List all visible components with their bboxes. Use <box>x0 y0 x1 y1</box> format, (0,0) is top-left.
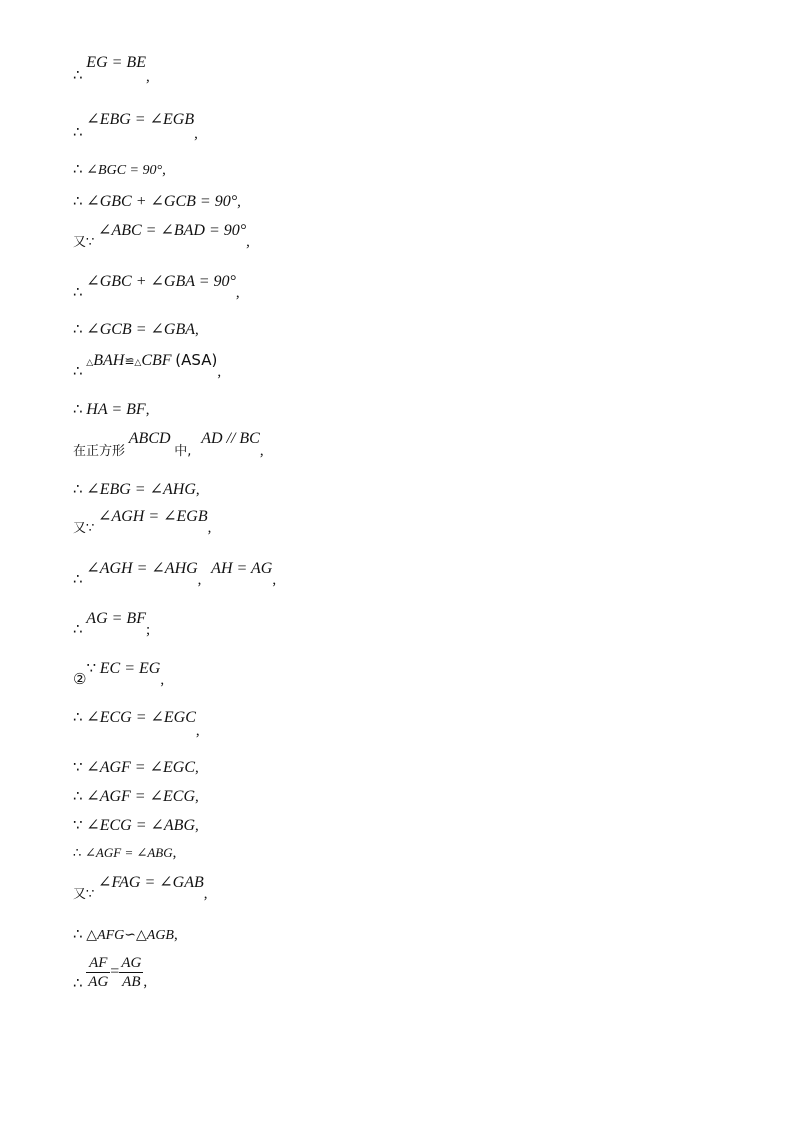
math-expression: ∠ECG = ∠ABG <box>86 817 196 834</box>
punctuation: , <box>246 234 250 250</box>
triangle-icon: △ <box>134 358 142 368</box>
numerator: AF <box>86 954 110 973</box>
triangle-name: CBF <box>141 352 172 369</box>
therefore-symbol: ∴ <box>73 123 83 141</box>
therefore-symbol: ∴ <box>73 160 83 178</box>
because-symbol: ∵ <box>73 816 83 834</box>
proof-line <box>73 430 264 461</box>
math-expression: ∠AGF = ∠ABG <box>85 845 173 860</box>
math-expression: ∠GCB = ∠GBA <box>86 321 196 338</box>
punctuation: , <box>195 723 200 739</box>
denominator: AB <box>122 974 141 990</box>
because-prefix: 又∵ <box>73 887 95 902</box>
therefore-symbol: ∴ <box>73 925 83 943</box>
circled-two: ② <box>73 670 87 688</box>
denominator: AG <box>88 974 109 990</box>
math-expression: ∠ECG = ∠EGC <box>86 709 196 726</box>
punctuation: , <box>145 69 150 85</box>
proof-line <box>73 954 147 991</box>
math-expression: ∠AGH = ∠AHG <box>86 560 198 577</box>
math-expression: EG = BE <box>86 54 146 71</box>
punctuation: , <box>207 520 212 536</box>
therefore-symbol: ∴ <box>73 973 83 992</box>
punctuation: , <box>195 482 200 498</box>
math-expression: ∠EBG = ∠EGB <box>86 111 195 128</box>
similarity-expression: △AFG∽△AGB <box>86 928 174 943</box>
proof-line <box>73 320 199 339</box>
punctuation: , <box>197 572 202 588</box>
math-expression: ABCD <box>128 430 171 447</box>
punctuation: , <box>195 789 199 805</box>
punctuation: , <box>203 886 208 902</box>
proof-line <box>73 400 149 419</box>
math-expression: ∠EBG = ∠AHG <box>86 481 196 498</box>
punctuation: , <box>217 364 222 380</box>
context-text: 中, <box>174 444 192 459</box>
therefore-symbol: ∴ <box>73 283 83 301</box>
math-expression: EC = EG <box>99 660 161 677</box>
math-expression: HA = BF <box>86 401 146 418</box>
therefore-symbol: ∴ <box>73 846 82 861</box>
therefore-symbol: ∴ <box>73 362 83 380</box>
punctuation: , <box>174 927 178 943</box>
numerator: AG <box>121 955 142 971</box>
fraction-right <box>119 954 143 991</box>
context-prefix: 在正方形 <box>73 444 126 459</box>
punctuation: , <box>237 194 241 210</box>
math-expression: ∠FAG = ∠GAB <box>98 874 204 891</box>
triangle-name: BAH <box>93 352 125 369</box>
math-expression: ∠GBC + ∠GCB = 90° <box>86 193 238 210</box>
because-symbol: ∵ <box>73 758 83 776</box>
proof-line <box>73 659 165 689</box>
math-expression: ∠BGC = 90° <box>86 163 163 178</box>
therefore-symbol: ∴ <box>73 192 83 210</box>
math-expression: ∠AGF = ∠ECG <box>86 788 196 805</box>
math-expression: ∠ABC = ∠BAD = 90° <box>98 222 247 239</box>
proof-line <box>73 192 241 211</box>
proof-line <box>73 708 200 739</box>
punctuation: , <box>195 818 199 834</box>
proof-line <box>73 111 198 142</box>
equals-sign: = <box>110 962 120 980</box>
proof-line <box>73 610 151 639</box>
punctuation: , <box>259 443 264 459</box>
punctuation: , <box>195 322 199 338</box>
proof-line <box>73 351 222 383</box>
math-expression: AD // BC <box>201 430 260 447</box>
therefore-symbol: ∴ <box>73 400 83 418</box>
congruent-icon: ≌ <box>124 354 135 368</box>
proof-line <box>73 480 200 499</box>
proof-line <box>73 874 208 904</box>
punctuation: , <box>143 973 148 990</box>
because-prefix: 又∵ <box>73 235 95 250</box>
math-expression: ∠GBC + ∠GBA = 90° <box>86 273 236 290</box>
therefore-symbol: ∴ <box>73 480 83 498</box>
punctuation: , <box>172 845 177 861</box>
therefore-symbol: ∴ <box>73 570 83 588</box>
proof-line <box>73 844 176 863</box>
therefore-symbol: ∴ <box>73 787 83 805</box>
therefore-symbol: ∴ <box>73 66 83 84</box>
because-symbol: ∵ <box>86 659 96 677</box>
math-expression: ∠AGH = ∠EGB <box>98 508 208 525</box>
math-expression: AG = BF <box>86 610 146 627</box>
triangle-icon: △ <box>86 358 94 368</box>
therefore-symbol: ∴ <box>73 620 83 638</box>
punctuation: , <box>145 402 150 418</box>
proof-line <box>73 273 240 302</box>
therefore-symbol: ∴ <box>73 708 83 726</box>
proof-line <box>73 222 250 252</box>
proof-line <box>73 160 166 180</box>
proof-line <box>73 816 199 835</box>
proof-line <box>73 758 199 777</box>
proof-line <box>73 560 277 589</box>
proof-line <box>73 54 150 85</box>
criterion-label: (ASA) <box>175 351 218 369</box>
because-prefix: 又∵ <box>73 521 95 536</box>
proof-line <box>73 787 199 806</box>
punctuation: , <box>195 760 199 776</box>
proof-line <box>73 925 178 945</box>
therefore-symbol: ∴ <box>73 320 83 338</box>
congruence-expression <box>86 351 217 372</box>
math-expression: AH = AG <box>211 560 273 577</box>
punctuation: ; <box>145 622 151 638</box>
punctuation: , <box>194 126 198 142</box>
punctuation: , <box>162 162 166 178</box>
math-expression: ∠AGF = ∠EGC <box>86 759 196 776</box>
punctuation: , <box>272 572 277 588</box>
proof-line <box>73 508 212 538</box>
punctuation: , <box>235 285 240 301</box>
fraction-left <box>86 954 110 991</box>
punctuation: , <box>160 672 165 688</box>
